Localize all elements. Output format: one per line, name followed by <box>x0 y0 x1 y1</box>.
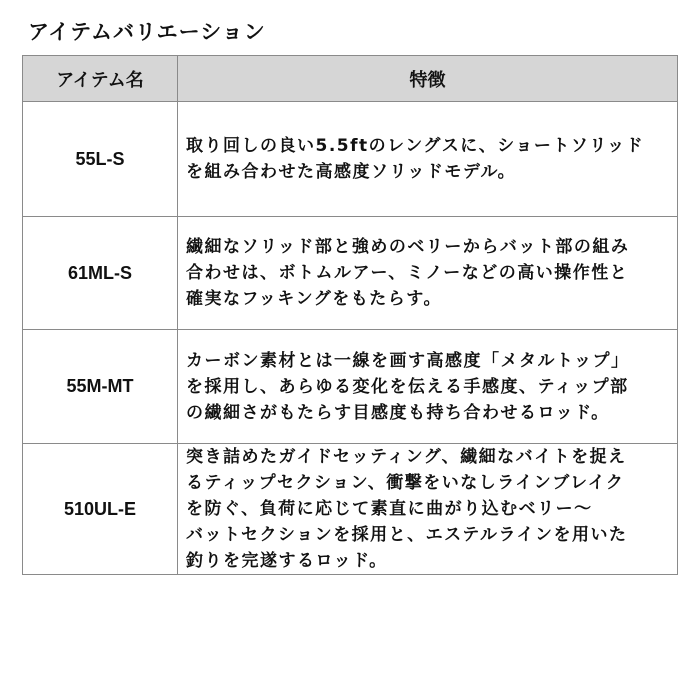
feature-cell <box>178 102 678 217</box>
feature-cell <box>178 217 678 330</box>
feature-line: 釣りを完遂するロッド。 <box>186 551 388 571</box>
table-row <box>23 444 678 575</box>
item-name-cell: 510UL-E <box>23 444 178 575</box>
item-name-cell: 55L-S <box>23 102 178 217</box>
header-item-name: アイテム名 <box>23 56 178 102</box>
feature-cell <box>178 444 678 575</box>
feature-cell <box>178 330 678 444</box>
page-title: アイテムバリエーション <box>28 20 266 44</box>
feature-line: 合わせは、ボトムルアー、ミノーなどの高い操作性と <box>186 263 629 283</box>
table-row <box>23 102 678 217</box>
feature-line: を組み合わせた高感度ソリッドモデル。 <box>186 162 517 182</box>
feature-line: 突き詰めたガイドセッティング、繊細なバイトを捉え <box>186 447 627 467</box>
header-feature: 特徴 <box>178 56 678 102</box>
item-name-cell: 61ML-S <box>23 217 178 330</box>
feature-line: 確実なフッキングをもたらす。 <box>186 289 442 309</box>
feature-line: カーボン素材とは一線を画す高感度「メタルトップ」 <box>186 350 630 371</box>
table-header-row <box>23 56 678 102</box>
feature-line: の繊細さがもたらす目感度も持ち合わせるロッド。 <box>186 402 610 423</box>
item-variation-table <box>22 55 678 575</box>
feature-line: 繊細なソリッド部と強めのベリーからバット部の組み <box>186 237 630 257</box>
feature-line: るティップセクション、衝撃をいなしラインブレイク <box>186 473 625 493</box>
feature-line: 取り回しの良い5.5ftのレングスに、ショートソリッド <box>186 136 645 156</box>
feature-line: を採用し、あらゆる変化を伝える手感度、ティップ部 <box>186 376 629 397</box>
table-row <box>23 217 678 330</box>
table-row <box>23 330 678 444</box>
feature-line: を防ぐ、負荷に応じて素直に曲がり込むベリー〜 <box>186 499 593 519</box>
item-name-cell: 55M-MT <box>23 330 178 444</box>
feature-line: バットセクションを採用と、エステルラインを用いた <box>186 525 628 545</box>
